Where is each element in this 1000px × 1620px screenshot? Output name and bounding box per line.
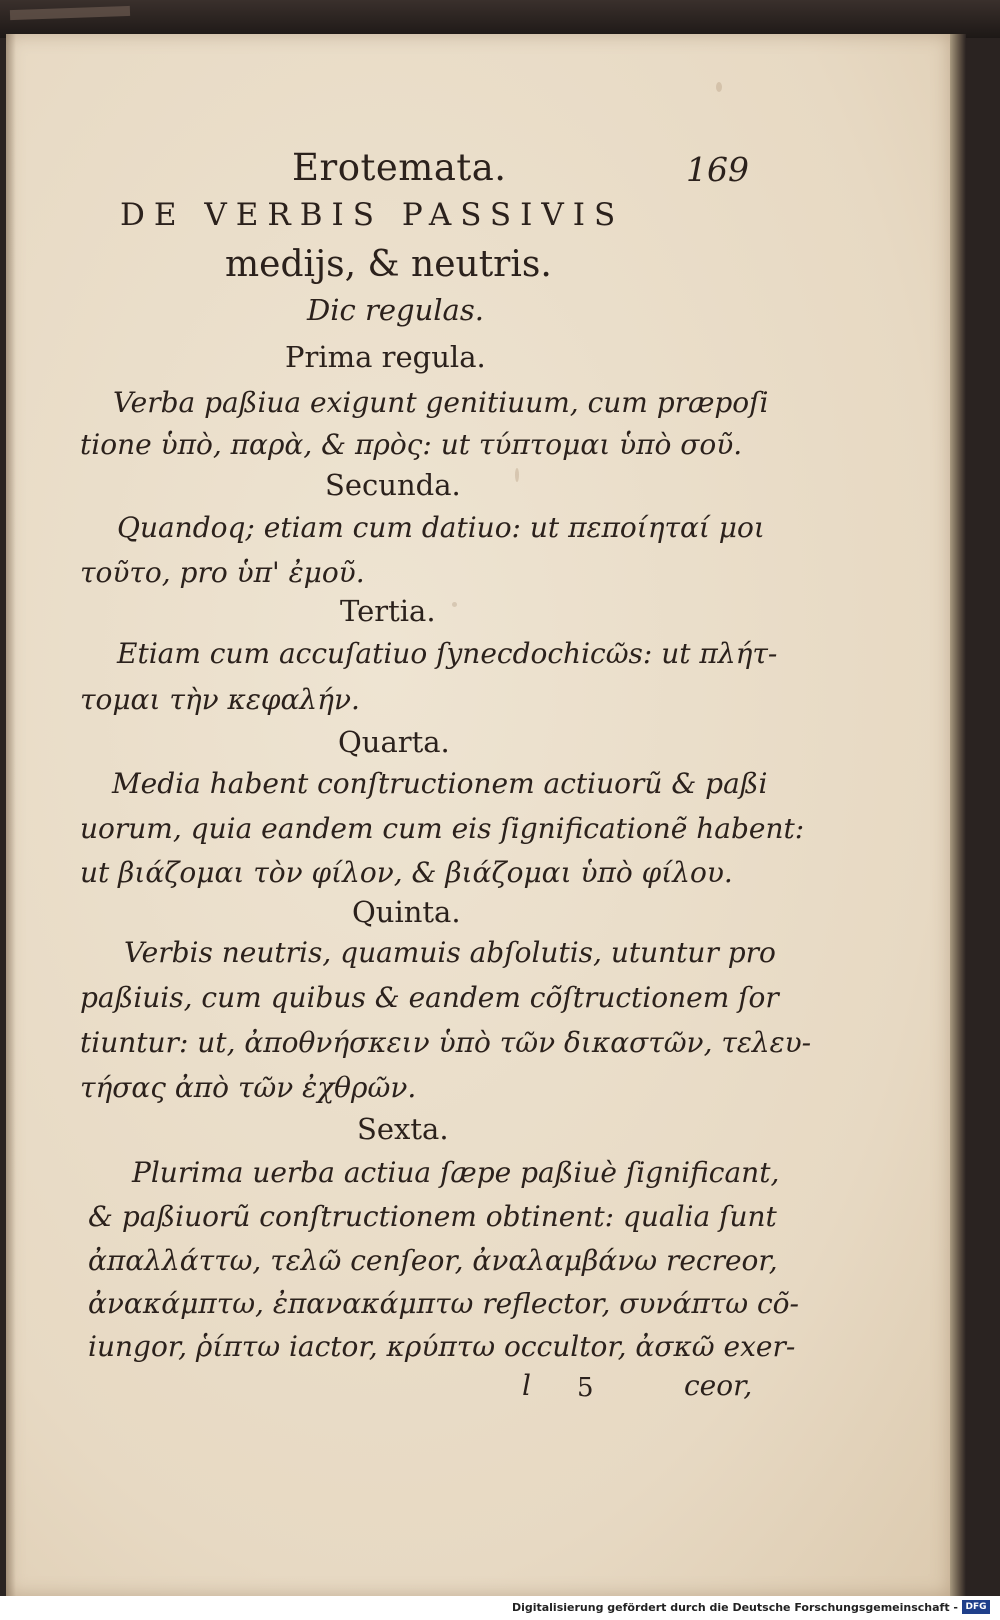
paper-stain <box>716 82 722 92</box>
section-title-line1: DE VERBIS PASSIVIS <box>120 197 625 233</box>
dfg-logo-icon: DFG <box>962 1600 990 1614</box>
paper-stain <box>452 602 457 607</box>
rule-text-line: τήσας ἀπὸ τῶν ἐχθρῶν. <box>80 1071 417 1104</box>
rule-text-line: ἀνακάμπτω, ἐπανακάμπτω reflector, συνάπτω cõ- <box>88 1287 799 1320</box>
binding-strip <box>10 6 130 20</box>
rule-text-line: τομαι τὴν κεφαλήν. <box>80 683 360 716</box>
rule-heading-prima: Prima regula. <box>285 340 486 374</box>
rule-text-line: Plurima uerba actiua ſæpe paßiuè ſignificant, <box>132 1156 780 1189</box>
section-title-line2: medijs, & neutris. <box>225 244 552 285</box>
catchword: ceor, <box>684 1369 753 1402</box>
rule-text-line: & paßiuorũ conſtructionem obtinent: qualia ſunt <box>88 1200 777 1233</box>
scan-background-top <box>0 0 1000 38</box>
rule-heading-quinta: Quinta. <box>352 895 461 929</box>
rule-heading-sexta: Sexta. <box>357 1112 449 1146</box>
signature-mark-number: 5 <box>577 1373 594 1403</box>
signature-mark-letter: l <box>522 1369 531 1402</box>
rule-heading-quarta: Quarta. <box>338 725 450 759</box>
funding-credit: Digitalisierung gefördert durch die Deutsche Forschungsgemeinschaft - <box>511 1601 958 1614</box>
paper-stain <box>515 468 519 482</box>
rule-heading-tertia: Tertia. <box>340 594 436 628</box>
rule-text-line: uorum, quia eandem cum eis ſignificationẽ habent: <box>80 812 805 845</box>
rule-text-line: paßiuis, cum quibus & eandem cõſtructionem ſor <box>80 981 779 1014</box>
rule-text-line: tione ὑπὸ, παρὰ, & πρὸς: ut τύπτομαι ὑπὸ σοῦ. <box>80 428 743 461</box>
rule-heading-secunda: Secunda. <box>325 468 461 502</box>
gutter-shadow <box>6 34 16 1596</box>
page-edge <box>950 34 966 1596</box>
rule-text-line: Verba paßiua exigunt genitiuum, cum præpoſi <box>113 386 769 419</box>
page-number: 169 <box>686 150 749 189</box>
rule-text-line: Etiam cum accuſatiuo ſynecdochicῶs: ut πλήτ- <box>117 637 778 670</box>
question-heading: Dic regulas. <box>307 293 484 327</box>
rule-text-line: Media habent conſtructionem actiuorũ & paßi <box>112 767 768 800</box>
rule-text-line: ut βιάζομαι τὸν φίλον, & βιάζομαι ὑπὸ φίλου. <box>80 856 733 889</box>
running-title: Erotemata. <box>292 146 507 189</box>
rule-text-line: iungor, ῥίπτω iactor, κρύπτω occultor, ἀσκῶ exer- <box>88 1330 796 1363</box>
rule-text-line: Verbis neutris, quamuis abſolutis, utuntur pro <box>124 936 776 969</box>
rule-text-line: Quandoq; etiam cum datiuo: ut πεποίηταί μοι <box>117 511 765 544</box>
rule-text-line: τοῦτο, pro ὑπ' ἐμοῦ. <box>80 556 365 589</box>
rule-text-line: ἀπαλλάττω, τελῶ cenſeor, ἀναλαμβάνω recreor, <box>88 1244 778 1277</box>
rule-text-line: tiuntur: ut, ἀποθνήσκειν ὑπὸ τῶν δικαστῶν, τελευ- <box>80 1026 812 1059</box>
